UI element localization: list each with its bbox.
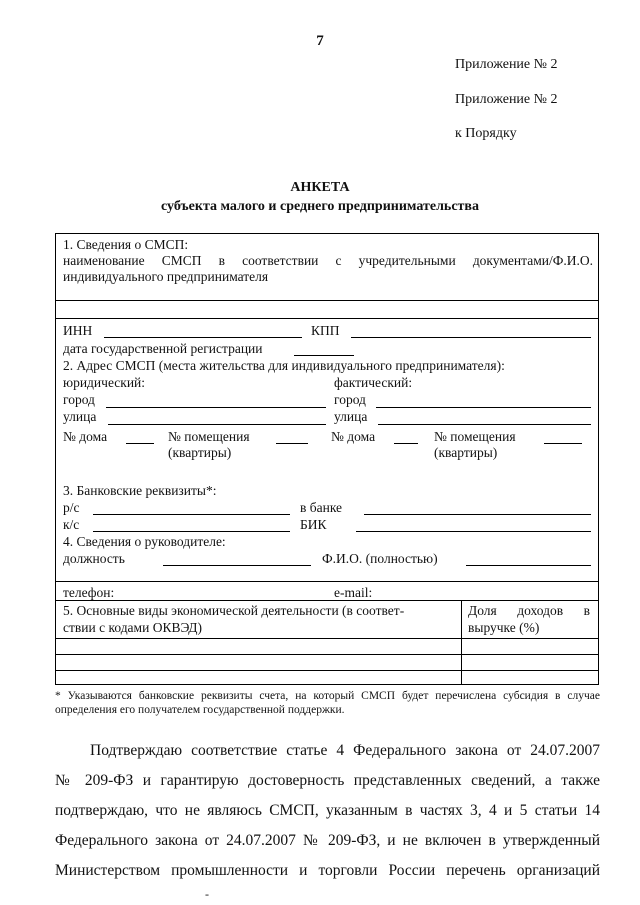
page-number: 7 — [316, 33, 324, 49]
legal-room-field[interactable] — [276, 443, 308, 444]
appendix-line-2: Приложение № 2 — [455, 92, 558, 107]
row-divider — [56, 638, 598, 639]
inn-label: ИНН — [63, 323, 93, 338]
position-field[interactable] — [163, 565, 311, 566]
actual-room-label: № помещения — [434, 429, 516, 444]
fio-label: Ф.И.О. (полностью) — [322, 551, 438, 566]
section-4-title: 4. Сведения о руководителе: — [63, 534, 226, 549]
row-divider — [56, 654, 598, 655]
actual-house-field[interactable] — [394, 443, 418, 444]
bank-label: в банке — [300, 500, 343, 515]
section-1-title: 1. Сведения о СМСП: — [63, 237, 189, 252]
rs-label: р/с — [63, 500, 80, 515]
position-label: должность — [63, 551, 125, 566]
section-3-title: 3. Банковские реквизиты*: — [63, 483, 217, 498]
body-line-2: № 209-ФЗ и гарантирую достоверность представленных сведений, а также — [55, 772, 600, 789]
appendix-line-3: к Порядку — [455, 126, 517, 141]
rs-field[interactable] — [93, 514, 290, 515]
actual-city-field[interactable] — [376, 407, 591, 408]
inn-field[interactable] — [104, 337, 302, 338]
ks-field[interactable] — [93, 531, 290, 532]
actual-city-label: город — [334, 392, 366, 407]
row-divider — [56, 670, 598, 671]
legal-street-label: улица — [63, 409, 97, 424]
email-label: e-mail: — [334, 585, 373, 600]
form-subtitle: субъекта малого и среднего предпринимательства — [161, 199, 479, 214]
row-divider — [56, 300, 598, 301]
kpp-label: КПП — [311, 323, 340, 338]
section-2-title: 2. Адрес СМСП (места жительства для индивидуального предпринимателя): — [63, 358, 505, 373]
column-divider — [461, 600, 462, 685]
actual-street-label: улица — [334, 409, 368, 424]
body-line-4: Федерального закона от 24.07.2007 № 209-ФЗ, и не включен в утвержденный — [55, 832, 600, 849]
row-divider — [56, 600, 598, 601]
actual-room-field[interactable] — [544, 443, 582, 444]
section-1-name-line1: наименование СМСП в соответствии с учредительными документами/Ф.И.О. — [63, 253, 593, 268]
actual-address-label: фактический: — [334, 375, 413, 390]
form-title: АНКЕТА — [290, 180, 350, 195]
legal-city-label: город — [63, 392, 95, 407]
questionnaire-form — [55, 233, 599, 685]
legal-street-field[interactable] — [108, 424, 326, 425]
ks-label: к/с — [63, 517, 80, 532]
bank-field[interactable] — [364, 514, 591, 515]
legal-room-label: № помещения — [168, 429, 250, 444]
appendix-line-1: Приложение № 2 — [455, 57, 558, 72]
legal-house-field[interactable] — [126, 443, 154, 444]
bik-label: БИК — [300, 517, 327, 532]
legal-apartment-label: (квартиры) — [168, 445, 232, 460]
footnote: * Указываются банковские реквизиты счета, на который СМСП будет перечислена субсидия в случае определения его получателем государственной поддержки. — [55, 690, 600, 716]
legal-address-label: юридический: — [63, 375, 146, 390]
reg-date-label: дата государственной регистрации — [63, 341, 263, 356]
fio-field[interactable] — [466, 565, 591, 566]
section-5-title-line2: ствии с кодами ОКВЭД) — [63, 620, 202, 635]
phone-label: телефон: — [63, 585, 115, 600]
income-share-line2: выручке (%) — [468, 620, 540, 635]
body-line-1: Подтверждаю соответствие статье 4 Федерального закона от 24.07.2007 — [90, 742, 600, 759]
row-divider — [56, 318, 598, 319]
legal-house-label: № дома — [63, 429, 108, 444]
bottom-mark: - — [205, 887, 209, 901]
actual-house-label: № дома — [331, 429, 376, 444]
legal-city-field[interactable] — [106, 407, 326, 408]
income-share-line1: Доля доходов в — [468, 603, 590, 618]
row-divider — [56, 581, 598, 582]
section-1-name-line2: индивидуального предпринимателя — [63, 269, 269, 284]
section-5-title-line1: 5. Основные виды экономической деятельности (в соответ- — [63, 603, 405, 618]
actual-street-field[interactable] — [378, 424, 591, 425]
reg-date-field[interactable] — [294, 355, 354, 356]
body-line-5: Министерством промышленности и торговли России перечень организаций — [55, 862, 600, 879]
body-line-3: подтверждаю, что не являюсь СМСП, указанным в частях 3, 4 и 5 статьи 14 — [55, 802, 600, 819]
actual-apartment-label: (квартиры) — [434, 445, 498, 460]
bik-field[interactable] — [356, 531, 591, 532]
kpp-field[interactable] — [351, 337, 591, 338]
